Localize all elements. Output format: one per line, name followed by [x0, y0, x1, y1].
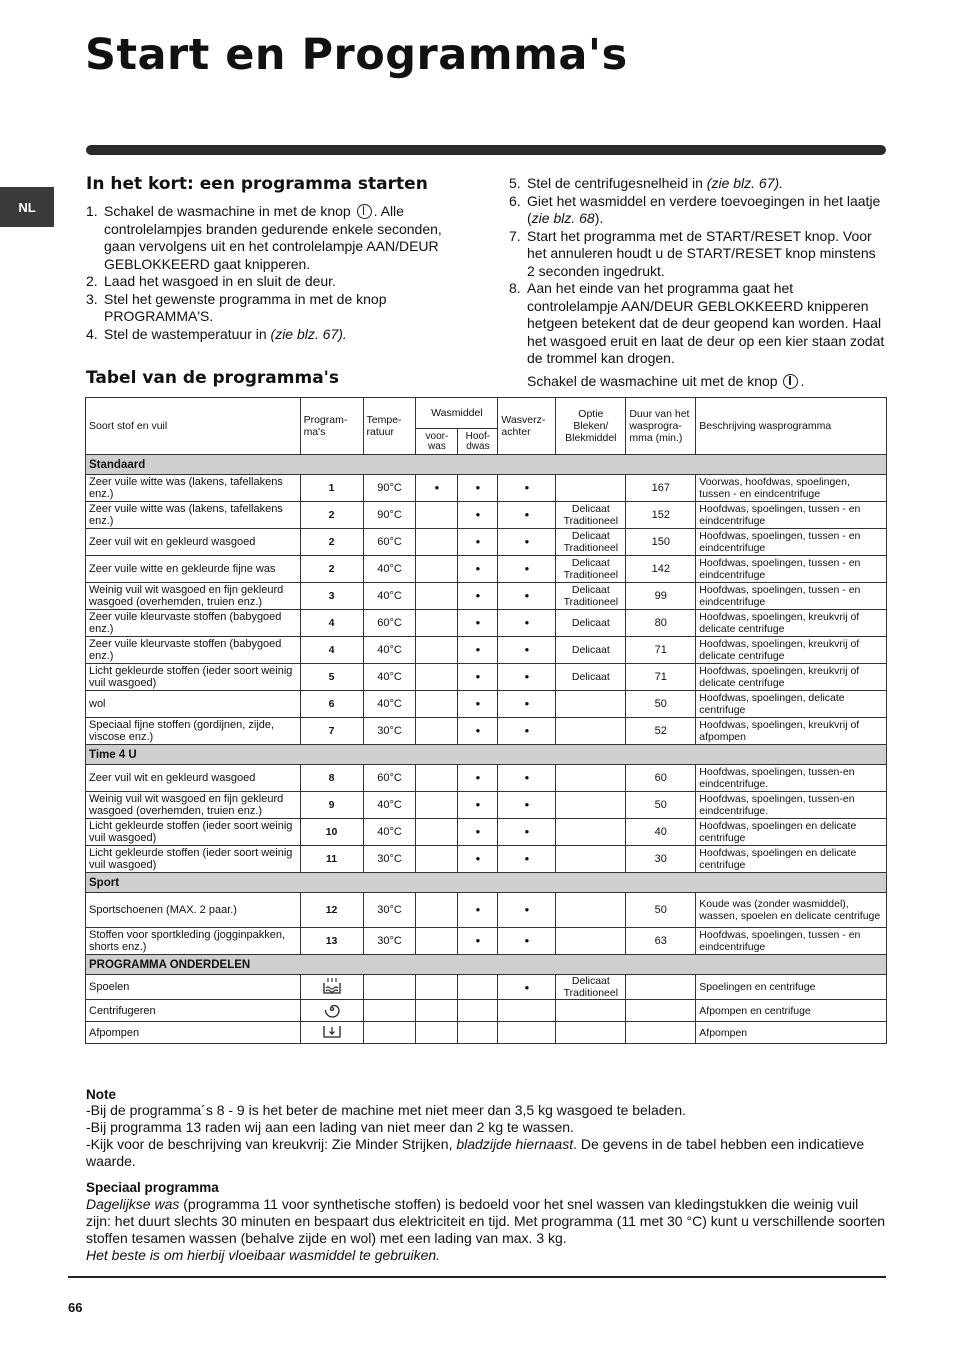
step-item — [509, 280, 886, 368]
step-number: 6. — [509, 192, 521, 209]
program-icon-cell — [300, 975, 363, 1000]
step-item — [509, 228, 886, 281]
prewash-cell — [416, 664, 458, 691]
temperature-cell: 90°C — [363, 502, 416, 529]
note-heading: Note — [86, 1087, 116, 1102]
description-cell: Hoofdwas, spoelingen, tussen-en eindcentrifuge. — [696, 765, 887, 792]
header-temperature: Tempe-ratuur — [363, 398, 416, 455]
prewash-cell — [416, 928, 458, 955]
prewash-cell — [416, 975, 458, 1000]
header-duration: Duur van het wasprogra-mma (min.) — [626, 398, 696, 455]
temperature-cell: 90°C — [363, 475, 416, 502]
fabric-type-cell: wol — [86, 691, 301, 718]
softener-cell: • — [498, 529, 556, 556]
description-cell: Hoofdwas, spoelingen, kreukvrij of afpompen — [696, 718, 887, 745]
description-cell: Hoofdwas, spoelingen, kreukvrij of delicate centrifuge — [696, 637, 887, 664]
table-row — [86, 792, 887, 819]
temperature-cell: 40°C — [363, 691, 416, 718]
step-number: 5. — [509, 175, 521, 191]
softener-cell: • — [498, 583, 556, 610]
program-number-cell: 4 — [300, 637, 363, 664]
step-item — [86, 291, 456, 326]
spin-icon — [323, 1009, 341, 1021]
duration-cell: 71 — [626, 637, 696, 664]
description-cell: Afpompen en centrifuge — [696, 1000, 887, 1022]
description-cell: Koude was (zonder wasmiddel), wassen, spoelen en delicate centrifuge — [696, 893, 887, 928]
mainwash-cell: • — [458, 475, 498, 502]
fabric-type-cell: Zeer vuil wit en gekleurd wasgoed — [86, 765, 301, 792]
header-bleach-option: Optie Bleken/ Blekmiddel — [556, 398, 626, 455]
fabric-type-cell: Stoffen voor sportkleding (jogginpakken, shorts enz.) — [86, 928, 301, 955]
softener-cell: • — [498, 975, 556, 1000]
program-number-cell: 7 — [300, 718, 363, 745]
bleach-option-cell — [556, 718, 626, 745]
bleach-option-cell — [556, 928, 626, 955]
softener-cell: • — [498, 718, 556, 745]
program-table-body — [86, 455, 887, 1044]
language-tab: NL — [0, 187, 54, 227]
duration-cell: 99 — [626, 583, 696, 610]
section-label: Time 4 U — [86, 745, 887, 765]
duration-cell: 71 — [626, 664, 696, 691]
table-row — [86, 691, 887, 718]
header-soort: Soort stof en vuil — [86, 398, 301, 455]
prewash-cell — [416, 556, 458, 583]
prewash-cell — [416, 718, 458, 745]
section-label: PROGRAMMA ONDERDELEN — [86, 955, 887, 975]
fabric-type-cell: Weinig vuil wit wasgoed en fijn gekleurd wasgoed (overhemden, truien enz.) — [86, 792, 301, 819]
page-reference: (zie blz. 67). — [270, 325, 347, 342]
table-row — [86, 975, 887, 1000]
section-row — [86, 955, 887, 975]
prewash-cell — [416, 893, 458, 928]
step-item — [509, 175, 886, 193]
temperature-cell — [363, 1000, 416, 1022]
footer-divider — [68, 1276, 886, 1278]
prewash-cell — [416, 691, 458, 718]
description-cell: Hoofdwas, spoelingen, kreukvrij of delicate centrifuge — [696, 610, 887, 637]
fabric-type-cell: Zeer vuile kleurvaste stoffen (babygoed enz.) — [86, 637, 301, 664]
temperature-cell: 40°C — [363, 792, 416, 819]
table-row — [86, 928, 887, 955]
mainwash-cell: • — [458, 819, 498, 846]
table-row — [86, 893, 887, 928]
note-line: -Bij de programma´s 8 - 9 is het beter de machine met niet meer dan 3,5 kg wasgoed te beladen. — [86, 1102, 686, 1118]
temperature-cell: 30°C — [363, 893, 416, 928]
mainwash-cell: • — [458, 691, 498, 718]
step-number: 2. — [86, 273, 98, 289]
temperature-cell — [363, 975, 416, 1000]
duration-cell — [626, 1000, 696, 1022]
note-line: -Bij programma 13 raden wij aan een lading van niet meer dan 2 kg te wassen. — [86, 1119, 574, 1135]
prewash-cell — [416, 819, 458, 846]
drain-icon — [322, 1031, 342, 1043]
program-number-cell: 13 — [300, 928, 363, 955]
power-icon — [357, 204, 372, 219]
mainwash-cell: • — [458, 502, 498, 529]
prewash-cell — [416, 765, 458, 792]
fabric-type-cell: Speciaal fijne stoffen (gordijnen, zijde, viscose enz.) — [86, 718, 301, 745]
special-tip — [86, 1247, 886, 1264]
duration-cell: 80 — [626, 610, 696, 637]
temperature-cell — [363, 1022, 416, 1044]
header-description: Beschrijving wasprogramma — [696, 398, 887, 455]
mainwash-cell: • — [458, 529, 498, 556]
softener-cell: • — [498, 846, 556, 873]
step-text: . Alle controlelampjes branden gedurende enkele seconden, gaan vervolgens uit en het controlelampje AAN/DEUR GEBLOKKEERD gaat knipperen. — [104, 203, 442, 272]
prewash-cell — [416, 529, 458, 556]
steps-list-right — [509, 175, 886, 368]
bleach-option-cell: Delicaat — [556, 637, 626, 664]
prewash-cell — [416, 1022, 458, 1044]
mainwash-cell — [458, 1022, 498, 1044]
step-item — [86, 273, 456, 291]
bleach-option-cell — [556, 846, 626, 873]
fabric-type-cell: Zeer vuile kleurvaste stoffen (babygoed enz.) — [86, 610, 301, 637]
program-number-cell: 12 — [300, 893, 363, 928]
softener-cell: • — [498, 792, 556, 819]
header-softener: Wasverz-achter — [498, 398, 556, 455]
table-row — [86, 1000, 887, 1022]
special-paragraph — [86, 1196, 886, 1247]
page-number: 66 — [68, 1300, 83, 1315]
note-line — [86, 1136, 886, 1170]
mainwash-cell: • — [458, 637, 498, 664]
bleach-option-cell — [556, 691, 626, 718]
duration-cell — [626, 1022, 696, 1044]
temperature-cell: 60°C — [363, 529, 416, 556]
step-item — [509, 193, 886, 228]
mainwash-cell: • — [458, 928, 498, 955]
program-number-cell: 4 — [300, 610, 363, 637]
special-body: (programma 11 voor synthetische stoffen) is bedoeld voor het snel wassen van kledingstukken die weinig vuil zijn: het duurt slechts 30 minuten en bespaart dus elektriciteit en tijd. Met programma (11 met 30 °C) kunt u verschillende soorten stoffen tesamen wassen (behalve zijde en wol) met een lading van max. 3 kg. — [86, 1196, 886, 1246]
description-cell: Spoelingen en centrifuge — [696, 975, 887, 1000]
fabric-type-cell: Zeer vuil wit en gekleurd wasgoed — [86, 529, 301, 556]
duration-cell: 50 — [626, 691, 696, 718]
section-label: Standaard — [86, 455, 887, 475]
program-number-cell: 2 — [300, 529, 363, 556]
step-text: Stel de wastemperatuur in — [104, 325, 267, 342]
step-number: 8. — [509, 280, 521, 296]
description-cell: Hoofdwas, spoelingen, tussen - en eindcentrifuge — [696, 928, 887, 955]
program-number-cell: 10 — [300, 819, 363, 846]
mainwash-cell: • — [458, 610, 498, 637]
quick-start-heading: In het kort: een programma starten — [86, 174, 428, 194]
bleach-option-cell — [556, 1000, 626, 1022]
program-table — [85, 397, 887, 1044]
description-cell: Hoofdwas, spoelingen, delicate centrifuge — [696, 691, 887, 718]
mainwash-cell: • — [458, 718, 498, 745]
prewash-cell — [416, 792, 458, 819]
special-tip-text: Het beste is om hierbij vloeibaar wasmiddel te gebruiken. — [86, 1247, 441, 1263]
note-text-part: -Kijk voor de beschrijving van kreukvrij: Zie Minder Strijken, — [86, 1136, 457, 1152]
softener-cell: • — [498, 610, 556, 637]
bleach-option-cell — [556, 893, 626, 928]
bleach-option-cell: Delicaat Traditioneel — [556, 556, 626, 583]
program-icon-cell — [300, 1000, 363, 1022]
softener-cell: • — [498, 893, 556, 928]
temperature-cell: 40°C — [363, 819, 416, 846]
duration-cell: 142 — [626, 556, 696, 583]
description-cell: Hoofdwas, spoelingen, kreukvrij of delicate centrifuge — [696, 664, 887, 691]
temperature-cell: 30°C — [363, 718, 416, 745]
softener-cell: • — [498, 475, 556, 502]
table-row — [86, 765, 887, 792]
mainwash-cell — [458, 1000, 498, 1022]
mainwash-cell: • — [458, 765, 498, 792]
program-number-cell: 5 — [300, 664, 363, 691]
softener-cell: • — [498, 637, 556, 664]
page-reference: zie blz. 68 — [531, 210, 595, 226]
section-row — [86, 455, 887, 475]
section-row — [86, 745, 887, 765]
duration-cell: 52 — [626, 718, 696, 745]
softener-cell: • — [498, 928, 556, 955]
step-number: 4. — [86, 325, 98, 342]
step-number: 7. — [509, 227, 521, 244]
bleach-option-cell: Delicaat Traditioneel — [556, 529, 626, 556]
prewash-cell — [416, 637, 458, 664]
instruction-text: Schakel de wasmachine uit met de knop — [527, 373, 778, 389]
fabric-type-cell: Zeer vuile witte was (lakens, tafellakens enz.) — [86, 502, 301, 529]
duration-cell: 50 — [626, 792, 696, 819]
duration-cell: 167 — [626, 475, 696, 502]
duration-cell: 40 — [626, 819, 696, 846]
bleach-option-cell: Delicaat Traditioneel — [556, 502, 626, 529]
description-cell: Hoofdwas, spoelingen en delicate centrifuge — [696, 819, 887, 846]
temperature-cell: 30°C — [363, 928, 416, 955]
fabric-type-cell: Licht gekleurde stoffen (ieder soort weinig vuil wasgoed) — [86, 819, 301, 846]
temperature-cell: 60°C — [363, 765, 416, 792]
program-number-cell: 6 — [300, 691, 363, 718]
softener-cell — [498, 1022, 556, 1044]
table-row — [86, 502, 887, 529]
duration-cell: 152 — [626, 502, 696, 529]
bleach-option-cell — [556, 1022, 626, 1044]
step-text: Giet het wasmiddel en verdere toevoegingen in het laatje ( — [527, 192, 881, 226]
fabric-type-cell: Afpompen — [86, 1022, 301, 1044]
program-table-heading: Tabel van de programma's — [86, 368, 339, 388]
softener-cell: • — [498, 819, 556, 846]
fabric-type-cell: Centrifugeren — [86, 1000, 301, 1022]
softener-cell: • — [498, 664, 556, 691]
bleach-option-cell — [556, 819, 626, 846]
header-detergent: Wasmiddel — [416, 398, 498, 429]
program-number-cell: 9 — [300, 792, 363, 819]
table-row — [86, 637, 887, 664]
step-number: 3. — [86, 290, 98, 307]
description-cell: Afpompen — [696, 1022, 887, 1044]
fabric-type-cell: Sportschoenen (MAX. 2 paar.) — [86, 893, 301, 928]
temperature-cell: 40°C — [363, 664, 416, 691]
temperature-cell: 30°C — [363, 846, 416, 873]
program-number-cell: 2 — [300, 556, 363, 583]
description-cell: Hoofdwas, spoelingen, tussen-en eindcentrifuge. — [696, 792, 887, 819]
mainwash-cell: • — [458, 893, 498, 928]
note-text-part: . De gevens in de tabel hebben een indicatieve waarde. — [86, 1136, 865, 1169]
step-number: 1. — [86, 203, 98, 219]
step-text: Stel de centrifugesnelheid in — [527, 175, 703, 191]
mainwash-cell: • — [458, 583, 498, 610]
fabric-type-cell: Licht gekleurde stoffen (ieder soort weinig vuil wasgoed) — [86, 846, 301, 873]
mainwash-cell: • — [458, 846, 498, 873]
duration-cell: 50 — [626, 893, 696, 928]
note-reference: bladzijde hiernaast — [456, 1136, 574, 1152]
fabric-type-cell: Zeer vuile witte was (lakens, tafellakens enz.) — [86, 475, 301, 502]
description-cell: Hoofdwas, spoelingen, tussen - en eindcentrifuge — [696, 556, 887, 583]
description-cell: Hoofdwas, spoelingen, tussen - en eindcentrifuge — [696, 529, 887, 556]
mainwash-cell: • — [458, 664, 498, 691]
duration-cell: 60 — [626, 765, 696, 792]
table-row — [86, 664, 887, 691]
page-reference: (zie blz. 67). — [706, 175, 784, 191]
duration-cell: 30 — [626, 846, 696, 873]
switch-off-instruction — [527, 373, 804, 389]
header-prewash: voor-was — [416, 429, 458, 455]
program-number-cell: 3 — [300, 583, 363, 610]
bleach-option-cell — [556, 792, 626, 819]
duration-cell: 150 — [626, 529, 696, 556]
step-text: Start het programma met de START/RESET knop. Voor het annuleren houdt u de START/RESET knop minstens 2 seconden ingedrukt. — [527, 227, 876, 279]
table-row — [86, 583, 887, 610]
mainwash-cell: • — [458, 792, 498, 819]
title-divider — [86, 145, 886, 155]
steps-list-left — [86, 203, 456, 343]
prewash-cell — [416, 583, 458, 610]
page-title: Start en Programma's — [85, 30, 628, 80]
program-icon-cell — [300, 1022, 363, 1044]
step-item — [86, 203, 456, 273]
bleach-option-cell — [556, 475, 626, 502]
step-text: Stel het gewenste programma in met de knop PROGRAMMA'S. — [104, 290, 387, 324]
description-cell: Voorwas, hoofdwas, spoelingen, tussen - en eindcentrifuge — [696, 475, 887, 502]
softener-cell: • — [498, 765, 556, 792]
special-program-text — [86, 1196, 886, 1264]
table-row — [86, 819, 887, 846]
note-text — [86, 1102, 886, 1170]
table-row — [86, 846, 887, 873]
bleach-option-cell: Delicaat — [556, 664, 626, 691]
prewash-cell — [416, 502, 458, 529]
softener-cell: • — [498, 691, 556, 718]
fabric-type-cell: Licht gekleurde stoffen (ieder soort weinig vuil wasgoed) — [86, 664, 301, 691]
section-label: Sport — [86, 873, 887, 893]
program-number-cell: 2 — [300, 502, 363, 529]
prewash-cell — [416, 610, 458, 637]
header-mainwash: Hoof-dwas — [458, 429, 498, 455]
program-number-cell: 1 — [300, 475, 363, 502]
duration-cell: 63 — [626, 928, 696, 955]
temperature-cell: 40°C — [363, 583, 416, 610]
table-row — [86, 475, 887, 502]
duration-cell — [626, 975, 696, 1000]
table-row — [86, 610, 887, 637]
softener-cell — [498, 1000, 556, 1022]
description-cell: Hoofdwas, spoelingen, tussen - en eindcentrifuge — [696, 502, 887, 529]
special-emphasis: Dagelijkse was — [86, 1196, 180, 1212]
bleach-option-cell: Delicaat — [556, 610, 626, 637]
step-text: Schakel de wasmachine in met de knop — [104, 203, 351, 219]
prewash-cell: • — [416, 475, 458, 502]
rinse-icon — [322, 986, 342, 998]
temperature-cell: 40°C — [363, 637, 416, 664]
table-row — [86, 556, 887, 583]
program-number-cell: 11 — [300, 846, 363, 873]
softener-cell: • — [498, 502, 556, 529]
table-row — [86, 529, 887, 556]
bleach-option-cell: Delicaat Traditioneel — [556, 583, 626, 610]
section-row — [86, 873, 887, 893]
power-icon — [783, 374, 798, 389]
table-row — [86, 718, 887, 745]
bleach-option-cell — [556, 765, 626, 792]
header-programs: Program-ma's — [300, 398, 363, 455]
step-text: ). — [594, 210, 604, 226]
softener-cell: • — [498, 556, 556, 583]
table-row — [86, 1022, 887, 1044]
prewash-cell — [416, 846, 458, 873]
fabric-type-cell: Weinig vuil wit wasgoed en fijn gekleurd wasgoed (overhemden, truien enz.) — [86, 583, 301, 610]
temperature-cell: 40°C — [363, 556, 416, 583]
temperature-cell: 60°C — [363, 610, 416, 637]
prewash-cell — [416, 1000, 458, 1022]
mainwash-cell — [458, 975, 498, 1000]
step-item — [86, 326, 456, 344]
step-text: Aan het einde van het programma gaat het controlelampje AAN/DEUR GEBLOKKEERD knipperen hetgeen betekent dat de deur geopend kan worden. Haal het wasgoed eruit en laat de deur op een kier staan zodat de trommel kan drogen. — [527, 280, 885, 366]
special-program-heading: Speciaal programma — [86, 1180, 219, 1195]
instruction-text: . — [800, 373, 805, 389]
mainwash-cell: • — [458, 556, 498, 583]
fabric-type-cell: Spoelen — [86, 975, 301, 1000]
step-text: Laad het wasgoed in en sluit de deur. — [104, 273, 336, 289]
description-cell: Hoofdwas, spoelingen en delicate centrifuge — [696, 846, 887, 873]
description-cell: Hoofdwas, spoelingen, tussen - en eindcentrifuge — [696, 583, 887, 610]
fabric-type-cell: Zeer vuile witte en gekleurde fijne was — [86, 556, 301, 583]
bleach-option-cell: Delicaat Traditioneel — [556, 975, 626, 1000]
program-number-cell: 8 — [300, 765, 363, 792]
